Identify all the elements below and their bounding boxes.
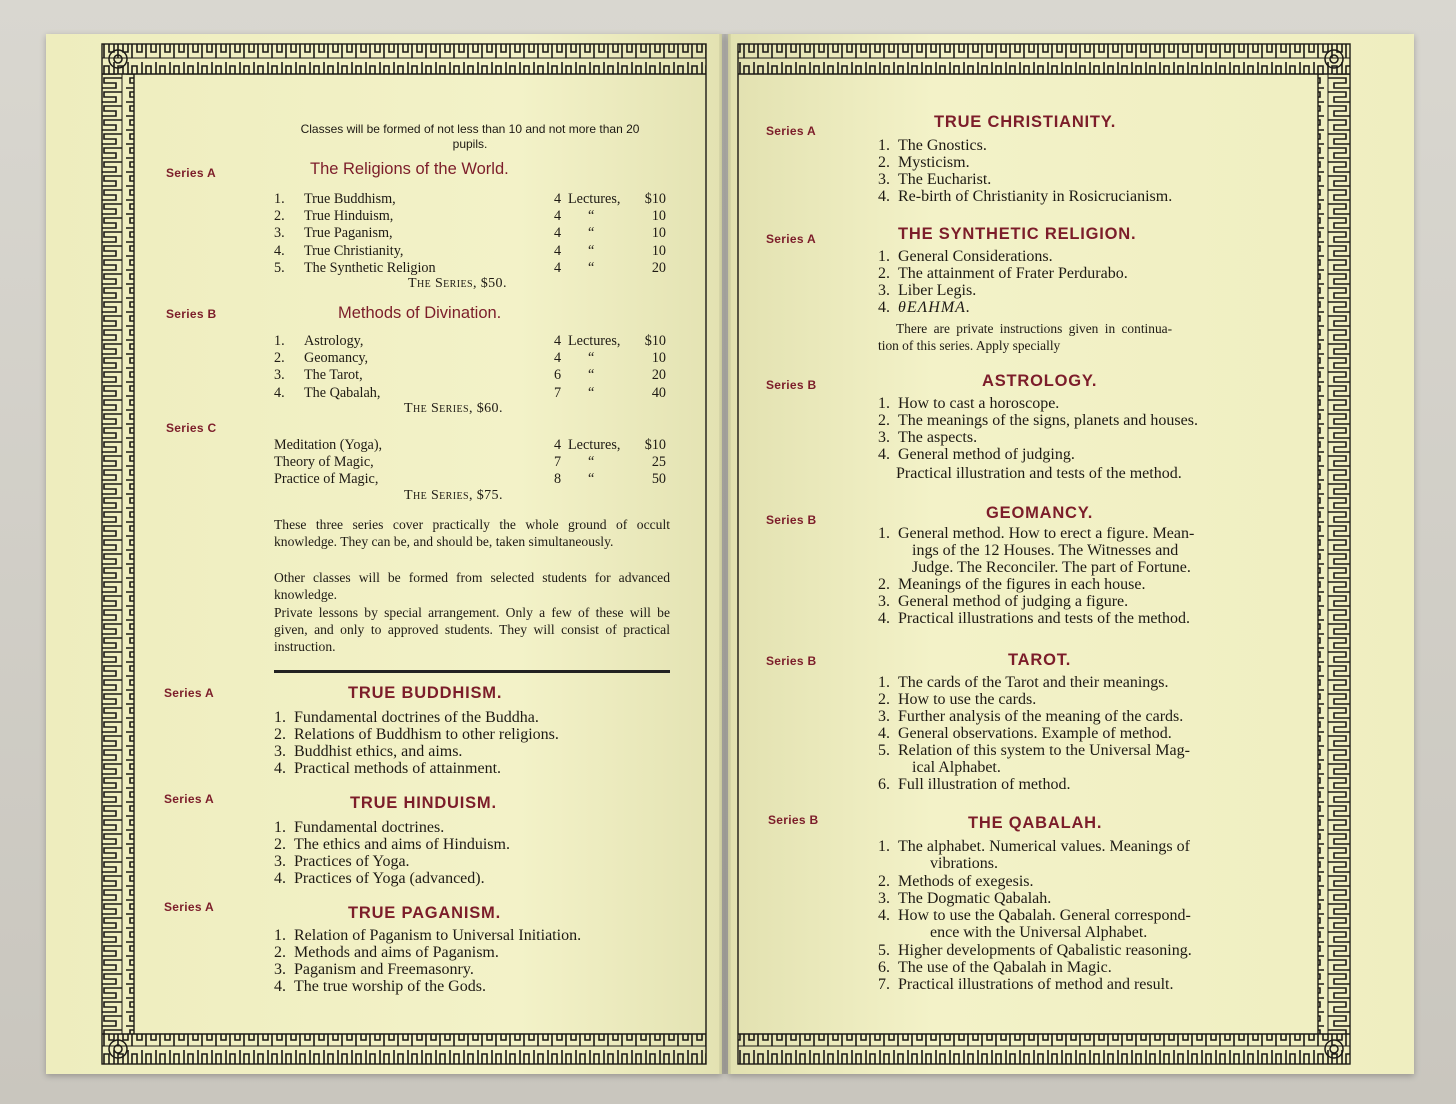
- item-number: 2.: [274, 350, 285, 367]
- list-item: 3. The Dogmatic Qabalah.: [878, 890, 1052, 907]
- list-item-text: The use of the Qabalah in Magic.: [898, 959, 1112, 976]
- list-item-text: The Gnostics.: [898, 137, 987, 154]
- series-tag: Series A: [164, 686, 214, 700]
- list-item: 4. Practical illustrations and tests of the method.: [878, 610, 1190, 627]
- list-item-text: Meanings of the figures in each house.: [898, 576, 1146, 593]
- list-item-text: The true worship of the Gods.: [294, 978, 486, 995]
- list-item-text: General method of judging a figure.: [898, 593, 1129, 610]
- lecture-count: 7: [554, 384, 562, 401]
- series-tag: Series A: [766, 232, 816, 246]
- lecture-count: 4: [554, 191, 562, 208]
- list-item: 2. The ethics and aims of Hinduism.: [274, 836, 510, 853]
- item-name: Astrology,: [304, 333, 364, 350]
- list-item-text: The Eucharist.: [898, 171, 992, 188]
- list-item-text: General method. How to erect a figure. Mean-: [898, 525, 1195, 542]
- list-item-text: Practical illustrations and tests of the method.: [898, 610, 1190, 627]
- item-number: 3.: [274, 367, 285, 384]
- list-item-text: The ethics and aims of Hinduism.: [294, 836, 510, 853]
- lecture-unit: “: [588, 225, 595, 242]
- paragraph: Private lessons by special arrangement. Only a few of these will be given, and only to approved students. They will consist of practical instruction.: [274, 605, 670, 654]
- price: 10: [651, 208, 666, 225]
- list-item-text: The attainment of Frater Perdurabo.: [898, 265, 1128, 282]
- series-total-text: The Series, $75.: [404, 488, 503, 503]
- list-item: 4. θΕΛΗΜΑ.: [878, 299, 971, 316]
- paragraph: Other classes will be formed from selected students for advanced knowledge.: [274, 570, 670, 602]
- list-item-text: How to use the cards.: [898, 691, 1037, 708]
- list-item-text: Judge. The Reconciler. The part of Fortune.: [912, 559, 1191, 576]
- list-item: 4. Practical methods of attainment.: [274, 760, 502, 777]
- list-item-text: ence with the Universal Alphabet.: [930, 924, 1148, 941]
- item-number: 5.: [274, 259, 285, 276]
- list-item-text: Fundamental doctrines.: [294, 819, 445, 836]
- list-item: 3. Buddhist ethics, and aims.: [274, 743, 463, 760]
- list-item: 2. Meanings of the figures in each house.: [878, 576, 1146, 593]
- table-row: [274, 471, 666, 488]
- list-item-text: Buddhist ethics, and aims.: [294, 743, 463, 760]
- list-item: 1. Relation of Paganism to Universal Initiation.: [274, 927, 582, 944]
- list-item: 3. Liber Legis.: [878, 282, 977, 299]
- price: 10: [651, 350, 666, 367]
- list-item: 1. The cards of the Tarot and their meanings.: [878, 674, 1169, 691]
- list-item: 2. The attainment of Frater Perdurabo.: [878, 265, 1128, 282]
- list-item: 1. Fundamental doctrines.: [274, 819, 445, 836]
- list-item-text: θΕΛΗΜΑ.: [898, 299, 971, 316]
- section-heading: The Religions of the World.: [310, 160, 509, 178]
- list-item-text: vibrations.: [930, 855, 998, 872]
- list-item-text: General Considerations.: [898, 248, 1053, 265]
- price: $10: [644, 333, 666, 350]
- list-item-text: The meanings of the signs, planets and houses.: [898, 412, 1198, 429]
- series-tag: Series A: [164, 792, 214, 806]
- list-item: 6. Full illustration of method.: [878, 776, 1071, 793]
- list-item: 6. The use of the Qabalah in Magic.: [878, 959, 1112, 976]
- price: $10: [644, 191, 666, 208]
- list-item-text: Liber Legis.: [898, 282, 977, 299]
- price: 20: [651, 259, 666, 276]
- price: 20: [651, 367, 666, 384]
- course-note: There are private instructions given in continua-: [896, 321, 1173, 336]
- list-item: 2. Mysticism.: [878, 154, 970, 171]
- fee-table-a: [274, 191, 666, 277]
- lecture-count: 4: [554, 437, 562, 454]
- list-item-text: How to use the Qabalah. General correspond-: [898, 907, 1191, 924]
- list-item-text: Relation of this system to the Universal Mag-: [898, 742, 1190, 759]
- section-heading: Methods of Divination.: [338, 304, 502, 322]
- list-item-text: General observations. Example of method.: [898, 725, 1172, 742]
- item-name: True Hinduism,: [304, 208, 394, 225]
- book-gutter: [719, 34, 731, 1074]
- item-number: 2.: [274, 208, 285, 225]
- list-item-text: Practical methods of attainment.: [294, 760, 502, 777]
- table-row: [274, 225, 666, 242]
- lecture-unit: “: [588, 350, 595, 367]
- list-item: 5. Higher developments of Qabalistic reasoning.: [878, 942, 1192, 959]
- series-total: [408, 276, 507, 292]
- lecture-unit: “: [588, 454, 595, 471]
- course-note: tion of this series. Apply specially: [878, 338, 1061, 353]
- list-item-text: The alphabet. Numerical values. Meanings of: [898, 838, 1190, 855]
- lecture-unit: “: [588, 208, 595, 225]
- list-item: 4. General observations. Example of method.: [878, 725, 1172, 742]
- table-row: [274, 385, 666, 402]
- lecture-unit: Lectures,: [568, 437, 621, 454]
- series-total: [404, 488, 503, 504]
- lecture-count: 6: [554, 367, 562, 384]
- lecture-count: 4: [554, 259, 562, 276]
- series-tag: Series B: [766, 654, 817, 668]
- table-row: [274, 191, 666, 208]
- list-item-text: Higher developments of Qabalistic reasoning.: [898, 942, 1192, 959]
- item-number: 1.: [274, 191, 285, 208]
- item-name: The Qabalah,: [304, 384, 381, 401]
- list-item: 2. Methods of exegesis.: [878, 873, 1034, 890]
- lecture-count: 7: [554, 454, 562, 471]
- course-heading: GEOMANCY.: [986, 504, 1094, 522]
- list-item-text: Practices of Yoga.: [294, 853, 410, 870]
- series-total-text: The Series, $50.: [408, 276, 507, 291]
- course-heading: TRUE HINDUISM.: [350, 794, 497, 812]
- course-heading: ASTROLOGY.: [982, 372, 1098, 390]
- item-number: 1.: [274, 333, 285, 350]
- list-item-text: ical Alphabet.: [912, 759, 1001, 776]
- fee-table-b: [274, 333, 666, 402]
- list-item-text: Fundamental doctrines of the Buddha.: [294, 709, 539, 726]
- item-number: 4.: [274, 242, 285, 259]
- paragraph: These three series cover practically the whole ground of occult knowledge. They can be, and should be, taken simultaneously.: [274, 517, 670, 549]
- list-item: 4. Practices of Yoga (advanced).: [274, 870, 485, 887]
- lecture-count: 8: [554, 471, 562, 488]
- item-number: 4.: [274, 384, 285, 401]
- course-heading: TAROT.: [1008, 651, 1072, 669]
- lecture-count: 4: [554, 350, 562, 367]
- list-item-text: Methods and aims of Paganism.: [294, 944, 499, 961]
- list-item: 1. How to cast a horoscope.: [878, 395, 1060, 412]
- price: $10: [644, 437, 666, 454]
- list-item: 2. How to use the cards.: [878, 691, 1037, 708]
- series-tag: Series B: [166, 307, 217, 321]
- table-row: [274, 367, 666, 384]
- table-row: [274, 208, 666, 225]
- list-item: 2. The meanings of the signs, planets and houses.: [878, 412, 1198, 429]
- price: 40: [651, 384, 666, 401]
- lecture-unit: “: [588, 242, 595, 259]
- item-number: 3.: [274, 225, 285, 242]
- list-item-text: Practices of Yoga (advanced).: [294, 870, 485, 887]
- list-item-text: The cards of the Tarot and their meanings.: [898, 674, 1169, 691]
- price: 10: [651, 225, 666, 242]
- list-item: 1. The Gnostics.: [878, 137, 987, 154]
- fee-table-c: [274, 437, 666, 489]
- lecture-unit: “: [588, 384, 595, 401]
- series-tag: Series B: [766, 378, 817, 392]
- list-item: 4. Re-birth of Christianity in Rosicrucianism.: [878, 188, 1173, 205]
- list-item: 3. The aspects.: [878, 429, 978, 446]
- lecture-unit: “: [588, 471, 595, 488]
- list-item: 1. General Considerations.: [878, 248, 1053, 265]
- table-row: [274, 350, 666, 367]
- list-item-text: Methods of exegesis.: [898, 873, 1034, 890]
- table-row: [274, 243, 666, 260]
- series-tag: Series B: [766, 513, 817, 527]
- lecture-count: 4: [554, 333, 562, 350]
- item-name: The Tarot,: [304, 367, 363, 384]
- list-item-text: Mysticism.: [898, 154, 970, 171]
- list-item-text: How to cast a horoscope.: [898, 395, 1060, 412]
- series-tag: Series B: [768, 813, 819, 827]
- list-item-text: Further analysis of the meaning of the cards.: [898, 708, 1184, 725]
- lecture-unit: “: [588, 259, 595, 276]
- lecture-count: 4: [554, 225, 562, 242]
- lecture-unit: “: [588, 367, 595, 384]
- list-item: 3. The Eucharist.: [878, 171, 992, 188]
- item-name: Practice of Magic,: [274, 471, 379, 488]
- price: 50: [651, 471, 666, 488]
- list-item-text: Re-birth of Christianity in Rosicrucianism.: [898, 188, 1173, 205]
- course-note: Practical illustration and tests of the method.: [896, 465, 1182, 482]
- lecture-count: 4: [554, 208, 562, 225]
- list-item-text: General method of judging.: [898, 446, 1075, 463]
- series-tag: Series C: [166, 421, 217, 435]
- list-item: 4. General method of judging.: [878, 446, 1075, 463]
- list-item-text: Practical illustrations of method and result.: [898, 976, 1174, 993]
- intro-note: Classes will be formed of not less than 10 and not more than 20 pupils.: [300, 122, 640, 151]
- list-item: 2. Methods and aims of Paganism.: [274, 944, 499, 961]
- divider-rule: [274, 670, 670, 673]
- table-row: [274, 454, 666, 471]
- list-item: 4. The true worship of the Gods.: [274, 978, 486, 995]
- price: 25: [651, 454, 666, 471]
- list-item: 3. General method of judging a figure.: [878, 593, 1129, 610]
- course-heading: TRUE PAGANISM.: [348, 904, 501, 922]
- course-heading: TRUE BUDDHISM.: [348, 684, 503, 702]
- list-item: 2. Relations of Buddhism to other religions.: [274, 726, 559, 743]
- series-tag: Series A: [766, 124, 816, 138]
- list-item-text: Relations of Buddhism to other religions.: [294, 726, 559, 743]
- course-heading: THE QABALAH.: [968, 814, 1103, 832]
- series-tag: Series A: [164, 900, 214, 914]
- list-item-text: ings of the 12 Houses. The Witnesses and: [912, 542, 1179, 559]
- list-item-text: The aspects.: [898, 429, 978, 446]
- list-item: 3. Paganism and Freemasonry.: [274, 961, 474, 978]
- lecture-unit: Lectures,: [568, 191, 621, 208]
- item-name: Meditation (Yoga),: [274, 437, 383, 454]
- course-heading: THE SYNTHETIC RELIGION.: [898, 225, 1137, 243]
- list-item: 3. Further analysis of the meaning of the cards.: [878, 708, 1184, 725]
- list-item-text: Relation of Paganism to Universal Initiation.: [294, 927, 582, 944]
- list-item: 3. Practices of Yoga.: [274, 853, 410, 870]
- series-total: [404, 401, 503, 417]
- table-row: [274, 260, 666, 277]
- table-row: [274, 333, 666, 350]
- lecture-count: 4: [554, 242, 562, 259]
- item-name: True Paganism,: [304, 225, 393, 242]
- item-name: True Christianity,: [304, 242, 404, 259]
- list-item: 1. Fundamental doctrines of the Buddha.: [274, 709, 539, 726]
- item-name: Geomancy,: [304, 350, 369, 367]
- list-item: 7. Practical illustrations of method and result.: [878, 976, 1174, 993]
- series-total-text: The Series, $60.: [404, 401, 503, 416]
- list-item-text: The Dogmatic Qabalah.: [898, 890, 1052, 907]
- item-name: True Buddhism,: [304, 191, 396, 208]
- table-row: [274, 437, 666, 454]
- list-item-text: Full illustration of method.: [898, 776, 1071, 793]
- item-name: Theory of Magic,: [274, 454, 374, 471]
- price: 10: [651, 242, 666, 259]
- series-tag: Series A: [166, 166, 216, 180]
- course-heading: TRUE CHRISTIANITY.: [934, 113, 1117, 131]
- lecture-unit: Lectures,: [568, 333, 621, 350]
- list-item-text: Paganism and Freemasonry.: [294, 961, 474, 978]
- item-name: The Synthetic Religion: [304, 259, 436, 276]
